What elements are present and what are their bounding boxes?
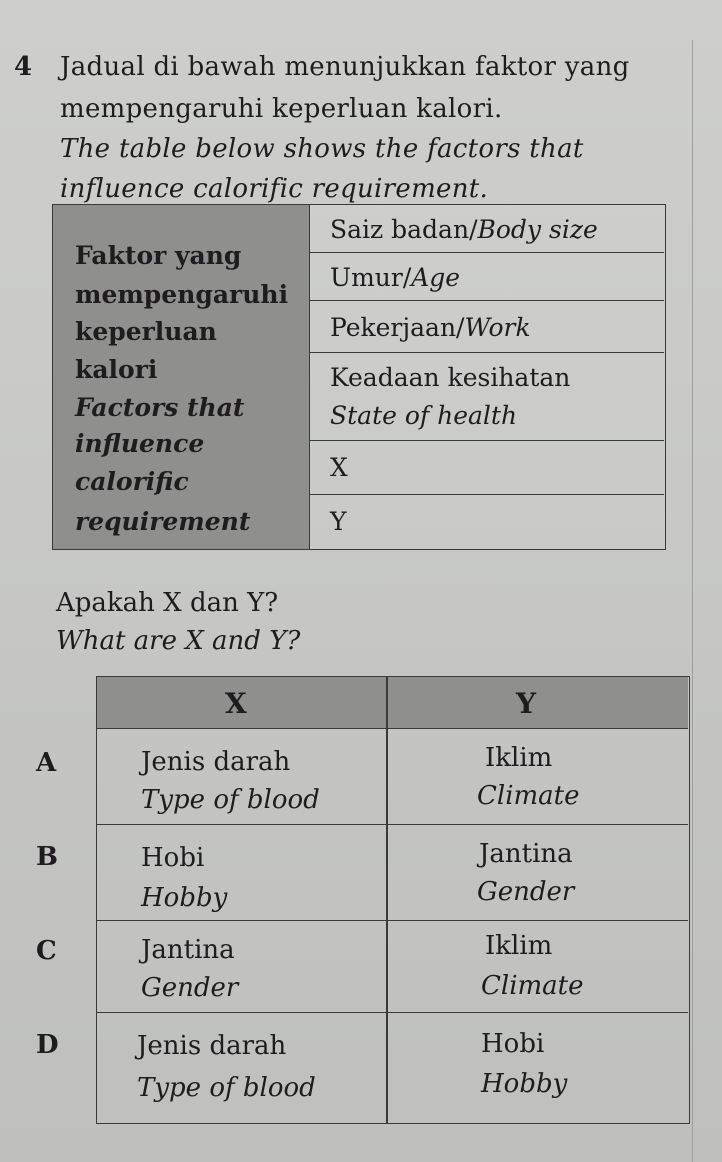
option-c-y-english: Climate [481,971,584,1001]
option-d-y-malay: Hobi [481,1029,545,1059]
option-letter-c[interactable]: C [36,936,57,966]
question-malay-line-2: mempengaruhi keperluan kalori. [60,94,503,124]
options-header-y: Y [516,687,536,720]
factor-heading-english-1: Factors that [75,393,245,422]
factor-row-age [310,253,664,301]
factor-row-x-text: X [330,453,348,482]
question-english-line-1: The table below shows the factors that [60,134,584,164]
factor-heading-cell [52,204,310,550]
factor-row-health-english: State of health [330,401,518,430]
factor-heading-english-3: calorific [75,467,189,496]
option-a-y-english: Climate [477,781,580,811]
ask-malay: Apakah X dan Y? [56,588,279,618]
option-b-x-malay: Hobi [141,843,205,873]
factor-row-body-size [310,205,664,253]
factor-row-work-text: Pekerjaan/Work [330,313,531,342]
factor-row-body-size-text: Saiz badan/Body size [330,215,598,244]
factor-heading-malay-4: kalori [75,355,158,384]
factor-heading-english-2: influence [75,429,205,458]
factor-row-work [310,301,664,353]
options-header-row [97,677,688,729]
option-letter-d[interactable]: D [36,1030,59,1060]
question-number: 4 [14,52,33,82]
options-column-divider [386,677,388,1123]
factor-row-age-text: Umur/Age [330,263,461,292]
factor-row-x [310,441,664,495]
option-d-y-english: Hobby [481,1069,568,1099]
page-edge-line [692,40,693,1162]
factor-row-health-malay: Keadaan kesihatan [330,363,571,392]
option-b-y-english: Gender [477,877,575,907]
option-d-x-malay: Jenis darah [137,1031,287,1061]
question-malay-line-1: Jadual di bawah menunjukkan faktor yang [60,52,630,82]
ask-english: What are X and Y? [56,626,301,656]
factor-heading-malay-3: keperluan [75,317,217,346]
option-row-d[interactable] [97,1013,688,1123]
option-c-y-malay: Iklim [485,931,553,961]
option-c-x-malay: Jantina [141,935,235,965]
question-english-line-2: influence calorific requirement. [60,174,489,204]
option-b-y-malay: Jantina [479,839,573,869]
factor-heading-english-4: requirement [75,507,251,536]
factor-heading-malay-1: Faktor yang [75,241,242,270]
option-c-x-english: Gender [141,973,239,1003]
option-a-x-malay: Jenis darah [141,747,291,777]
option-a-y-malay: Iklim [485,743,553,773]
factor-row-health [310,353,664,441]
options-header-x: X [225,687,247,720]
options-table [96,676,690,1124]
option-row-b[interactable] [97,825,688,921]
factor-table [52,204,666,550]
option-d-x-english: Type of blood [137,1073,316,1103]
option-letter-b[interactable]: B [36,842,58,872]
option-row-a[interactable] [97,729,688,825]
factor-row-y-text: Y [330,507,347,536]
option-b-x-english: Hobby [141,883,228,913]
option-row-c[interactable] [97,921,688,1013]
factor-heading-malay-2: mempengaruhi [75,280,289,309]
option-a-x-english: Type of blood [141,785,320,815]
factor-row-y [310,495,664,549]
factor-list [310,204,666,550]
option-letter-a[interactable]: A [36,748,57,778]
